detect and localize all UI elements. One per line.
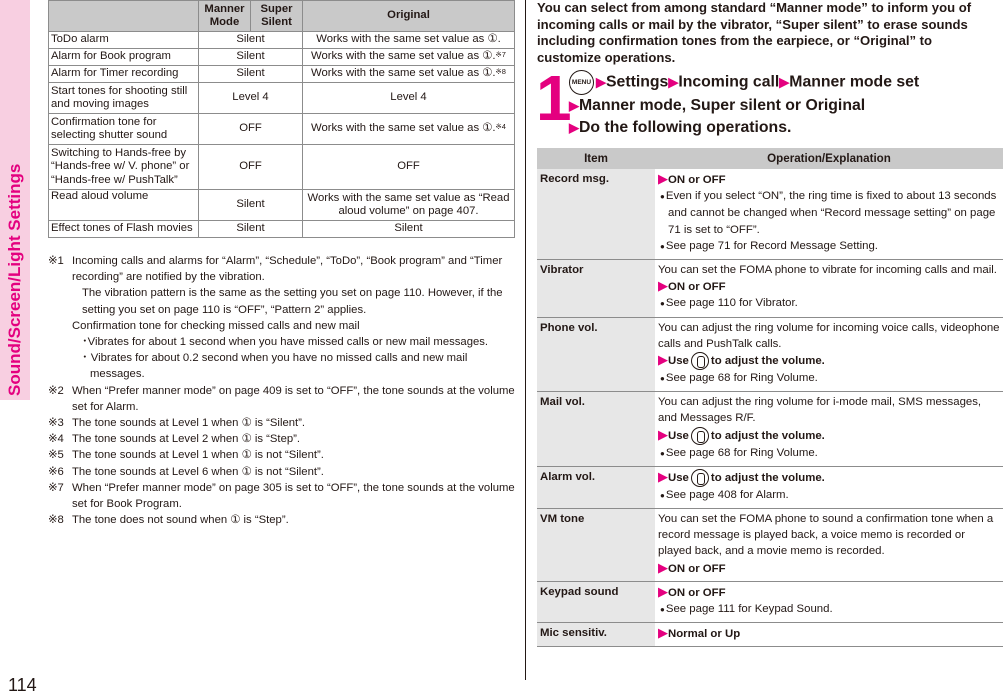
item-explanation: ▶Use to adjust the volume. ●See page 408 for Alarm. (655, 466, 1003, 508)
table-row (537, 466, 1003, 508)
footnote: ･Vibrates for about 1 second when you have missed calls or new mail messages. (82, 336, 489, 349)
table-row (49, 83, 515, 114)
manner-super-value: Silent (199, 49, 303, 66)
step-number: 1 (536, 62, 572, 134)
row-label: Read aloud volume (49, 190, 199, 221)
operation-table (537, 148, 1003, 647)
header-blank (49, 1, 199, 32)
table-row (49, 66, 515, 83)
footnote: ※3 The tone sounds at Level 1 when ① is “Silent”. (48, 417, 306, 430)
row-label: Confirmation tone for selecting shutter sound (49, 114, 199, 145)
table-row (537, 623, 1003, 647)
step-instruction: MENU ▶Settings▶Incoming call▶Manner mode set ▶Manner mode, Super silent or Original ▶Do the following operations. (569, 70, 999, 139)
side-tab: Sound/Screen/Light Settings (0, 0, 30, 698)
header-super-silent: Super Silent (251, 1, 303, 32)
table-row (49, 190, 515, 221)
row-label: Start tones for shooting still and moving images (49, 83, 199, 114)
table-row (537, 317, 1003, 392)
table-row (537, 509, 1003, 582)
footnote-ref: ※4 (495, 122, 506, 132)
table-row (537, 392, 1003, 467)
footnote: ※7 When “Prefer manner mode” on page 305 is set to “OFF”, the tone sounds at the volume set for Book Program. (48, 481, 515, 511)
row-label: Alarm for Book program (49, 49, 199, 66)
table-row (49, 114, 515, 145)
column-divider (525, 0, 526, 680)
footnote: ･ Vibrates for about 0.2 second when you have no missed calls and new mail messages. (82, 352, 468, 381)
item-name: Phone vol. (537, 317, 655, 392)
item-name: Keypad sound (537, 581, 655, 622)
row-label: Switching to Hands-free by “Hands-free w/ V. phone” or “Hands-free w/ PushTalk” (49, 145, 199, 190)
item-name: Record msg. (537, 169, 655, 260)
item-explanation: ▶ON or OFF ●See page 111 for Keypad Sound. (655, 581, 1003, 622)
table-row (537, 169, 1003, 260)
item-explanation: ▶ON or OFF ●Even if you select “ON”, the ring time is fixed to about 13 seconds and cannot be changed when “Record message setting” on page 71 is set to “OFF”. ●See page 71 for Record Message Setting. (655, 169, 1003, 260)
volume-key-icon (691, 469, 709, 487)
table-row (537, 260, 1003, 318)
item-explanation: You can set the FOMA phone to sound a confirmation tone when a record message is played back, a voice memo is recorded or played back, and a movie memo is recorded. ▶ON or OFF (655, 509, 1003, 582)
manner-super-value: Level 4 (199, 83, 303, 114)
footnote-ref: ※8 (495, 67, 506, 77)
row-label: ToDo alarm (49, 32, 199, 49)
item-explanation: You can adjust the ring volume for incoming voice calls, videophone calls and PushTalk calls. ▶Use to adjust the volume. ●See page 68 for Ring Volume. (655, 317, 1003, 392)
footnote: ※5 The tone sounds at Level 1 when ① is not “Silent”. (48, 449, 324, 462)
footnote: ※8 The tone does not sound when ① is “Step”. (48, 514, 289, 527)
menu-key-icon: MENU (569, 70, 594, 95)
manner-super-value: Silent (199, 190, 303, 221)
page-number: 114 (8, 675, 37, 695)
manner-super-value: Silent (199, 66, 303, 83)
manner-super-value: Silent (199, 32, 303, 49)
manner-super-value: OFF (199, 145, 303, 190)
intro-text: You can select from among standard “Manner mode” to inform you of incoming calls or mail by the vibrator, “Super silent” to erase sounds including confirmation tones from the earpiece, or “Original” to customize operations. (537, 0, 972, 65)
original-value: Works with the same set value as ①. (303, 32, 515, 49)
original-value: Works with the same set value as ①.$^{※7}$ (303, 49, 515, 66)
header-operation: Operation/Explanation (655, 148, 1003, 169)
item-name: VM tone (537, 509, 655, 582)
original-value: Works with the same set value as ①.$^{※4}$ (303, 114, 515, 145)
table-row (49, 221, 515, 238)
item-name: Vibrator (537, 260, 655, 318)
manner-super-value: OFF (199, 114, 303, 145)
footnote: The vibration pattern is the same as the setting you set on page 110. However, if the setting you set on page 110 is “OFF”, “Pattern 2” applies. (82, 287, 503, 316)
footnote: ※6 The tone sounds at Level 6 when ① is not “Silent”. (48, 465, 324, 478)
table-row (49, 145, 515, 190)
original-value: Level 4 (303, 83, 515, 114)
footnote: ※1 Incoming calls and alarms for “Alarm”, “Schedule”, “ToDo”, “Book program” and “Timer recording” are notified by the vibration. (48, 255, 503, 284)
original-value: OFF (303, 145, 515, 190)
settings-comparison-table (48, 0, 515, 238)
header-item: Item (537, 148, 655, 169)
item-explanation: You can adjust the ring volume for i-mode mail, SMS messages, and Messages R/F. ▶Use to adjust the volume. ●See page 68 for Ring Volume. (655, 392, 1003, 467)
table-row (49, 49, 515, 66)
item-explanation: You can set the FOMA phone to vibrate for incoming calls and mail. ▶ON or OFF ●See page 110 for Vibrator. (655, 260, 1003, 318)
footnote: ※2 When “Prefer manner mode” on page 409 is set to “OFF”, the tone sounds at the volume set for Alarm. (48, 384, 515, 413)
volume-key-icon (691, 352, 709, 370)
manner-super-value: Silent (199, 221, 303, 238)
item-name: Mail vol. (537, 392, 655, 467)
original-value: Works with the same set value as “Read aloud volume” on page 407. (303, 190, 515, 221)
volume-key-icon (691, 427, 709, 445)
table-row (49, 32, 515, 49)
item-name: Alarm vol. (537, 466, 655, 508)
footnote-ref: ※7 (495, 50, 506, 60)
header-original: Original (303, 1, 515, 32)
row-label: Effect tones of Flash movies (49, 221, 199, 238)
row-label: Alarm for Timer recording (49, 66, 199, 83)
table-row (537, 581, 1003, 622)
item-name: Mic sensitiv. (537, 623, 655, 647)
footnote: Confirmation tone for checking missed calls and new mail (72, 319, 360, 332)
original-value: Works with the same set value as ①.$^{※8}$ (303, 66, 515, 83)
original-value: Silent (303, 221, 515, 238)
footnote: ※4 The tone sounds at Level 2 when ① is “Step”. (48, 433, 301, 446)
header-manner-mode: Manner Mode (199, 1, 251, 32)
footnotes (48, 253, 520, 528)
item-explanation: ▶Normal or Up (655, 623, 1003, 647)
